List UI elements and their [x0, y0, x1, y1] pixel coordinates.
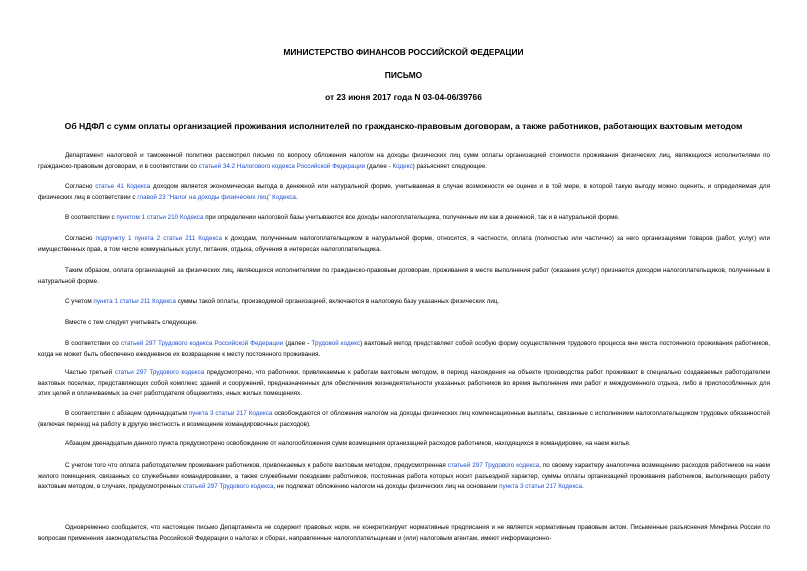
paragraph-3: В соответствии с пунктом 1 статьи 210 Кодекса при определении налоговой базы учитываются все доходы налогоплательщика, полученные им как в денежной, так и в натуральной форме.: [65, 214, 620, 221]
link-article-34-2-tax-code[interactable]: статьей 34.2 Налогового кодекса Российской Федерации: [198, 162, 366, 170]
link-kodeks[interactable]: Кодекс: [392, 162, 413, 170]
link-article-211-p2[interactable]: подпункту 1 пункта 2 статьи 211 Кодекса: [95, 235, 222, 242]
link-article-41[interactable]: статье 41 Кодекса: [95, 183, 151, 190]
link-article-210[interactable]: пунктом 1 статьи 210 Кодекса: [116, 214, 204, 221]
link-article-217-p3[interactable]: пункта 3 статьи 217 Кодекса: [188, 410, 273, 417]
paragraph-6: С учетом пункта 1 статьи 211 Кодекса суммы такой оплаты, производимой организацией, включаются в налоговую базу указанных физических лиц.: [65, 298, 500, 305]
link-article-217-p3-b[interactable]: пункта 3 статьи 217 Кодекса: [499, 483, 582, 490]
link-article-297-labor-code-a[interactable]: статьей 297 Трудового кодекса: [447, 462, 540, 469]
link-article-297-labor-code-b[interactable]: статьей 297 Трудового кодекса: [182, 483, 274, 490]
link-article-297-labor-code[interactable]: статьи 297 Трудового кодекса: [114, 369, 205, 376]
paragraph-5: Таким образом, оплата организацией за физических лиц, являющихся исполнителями по гражданско-правовым договорам, проживания в месте выполнения работ (оказания услуг) признается доходом налогоплательщиков, полученным в натуральной форме.: [38, 267, 770, 285]
link-labor-code[interactable]: Трудовой кодекс: [311, 340, 361, 347]
paragraph-8: В соответствии со статьей 297 Трудового кодекса Российской Федерации (далее - Трудовой кодекс) вахтовый метод представляет собой особую форму осуществления трудового процесса вне места постоянного проживания работников, когда не может быть обеспечено ежедневное их возвращение к месту постоянного проживания.: [38, 340, 770, 358]
paragraph-7: Вместе с тем следует учитывать следующее.: [65, 319, 198, 326]
paragraph-10: В соответствии с абзацем одиннадцатым пункта 3 статьи 217 Кодекса освобождаются от обложения налогом на доходы физических лиц компенсационные выплаты, связанные с исполнением налогоплательщиком трудовых обязанностей (включая переезд на работу в другую местность и возмещение командировочных расходов).: [38, 410, 771, 428]
document-date-number: от 23 июня 2017 года N 03-04-06/39766: [325, 92, 482, 102]
ministry-heading: МИНИСТЕРСТВО ФИНАНСОВ РОССИЙСКОЙ ФЕДЕРАЦИИ: [283, 47, 524, 57]
paragraph-1: Департамент налоговой и таможенной политики рассмотрел письмо по вопросу обложения налогом на доходы физических лиц сумм оплаты организацией стоимости проживания физических лиц, являющихся исполнителями по гражданско-правовым договорам, и в соответствии со статьей 34.2 Налогового кодекса Российской Федерации (далее - Кодекс) разъясняет следующее.: [38, 152, 770, 170]
paragraph-4: Согласно подпункту 1 пункта 2 статьи 211 Кодекса к доходам, полученным налогоплательщиком в натуральной форме, относится, в частности, оплата (полностью или частично) за него организациями товаров (работ, услуг) или имущественных прав, в том числе коммунальных услуг, питания, отдыха, обучения в интересах налогоплательщика.: [38, 235, 770, 253]
paragraph-2: Согласно статье 41 Кодекса доходом является экономическая выгода в денежной или натуральной форме, учитываемая в случае возможности ее оценки и в той мере, в которой такую выгоду можно оценить, и определяемая для физических лиц в соответствии с главой 23 "Налог на доходы физических лиц" Кодекса.: [38, 183, 770, 201]
paragraph-9: Частью третьей статьи 297 Трудового кодекса предусмотрено, что работники, привлекаемые к работам вахтовым методом, в период нахождения на объекте производства работ проживают в специально создаваемых работодателем вахтовых поселках, представляющих собой комплекс зданий и сооружений, предназначенных для обеспечения жизнедеятельности указанных работников во время выполнения ими работ и междусменного отдыха, либо в приспособленных для этих целей и оплачиваемых за счет работодателя общежитиях, иных жилых помещениях.: [38, 369, 770, 397]
paragraph-11: Абзацем двенадцатым данного пункта предусмотрено освобождение от налогообложения сумм возмещения организацией расходов работников, находящихся в командировке, на наем жилья.: [65, 440, 631, 447]
link-chapter-23[interactable]: главой 23 "Налог на доходы физических лиц" Кодекса: [137, 193, 296, 201]
document-title: Об НДФЛ с сумм оплаты организацией проживания исполнителей по гражданско-правовым договорам, а также работников, работающих вахтовым методом: [64, 121, 743, 131]
link-article-297-labor-code-rf[interactable]: статьей 297 Трудового кодекса Российской Федерации: [120, 340, 284, 347]
document-type: ПИСЬМО: [384, 70, 423, 80]
paragraph-12: С учетом того что оплата работодателем проживания работников, привлекаемых к работе вахтовым методом, предусмотренная статьей 297 Трудового кодекса, по своему характеру аналогична возмещению расходов работников на наем жилого помещения, связанных со служебными командировками, а также служебными поездками работников, постоянная работа которых носит разъездной характер, суммы оплаты организацией проживания работников, выполняющих работу вахтовым методом, в случаях, предусмотренных статьей 297 Трудового кодекса, не подлежат обложению налогом на доходы физических лиц на основании пункта 3 статьи 217 Кодекса.: [38, 462, 770, 490]
paragraph-13: Одновременно сообщается, что настоящее письмо Департамента не содержит правовых норм, не конкретизирует нормативные предписания и не является нормативным правовым актом. Письменные разъяснения Минфина России по вопросам применения законодательства Российской Федерации о налогах и сборах, направленные налогоплательщикам и (или) налоговым агентам, имеют информационно-: [38, 524, 770, 542]
link-article-211-p1[interactable]: пункта 1 статьи 211 Кодекса: [93, 298, 176, 305]
